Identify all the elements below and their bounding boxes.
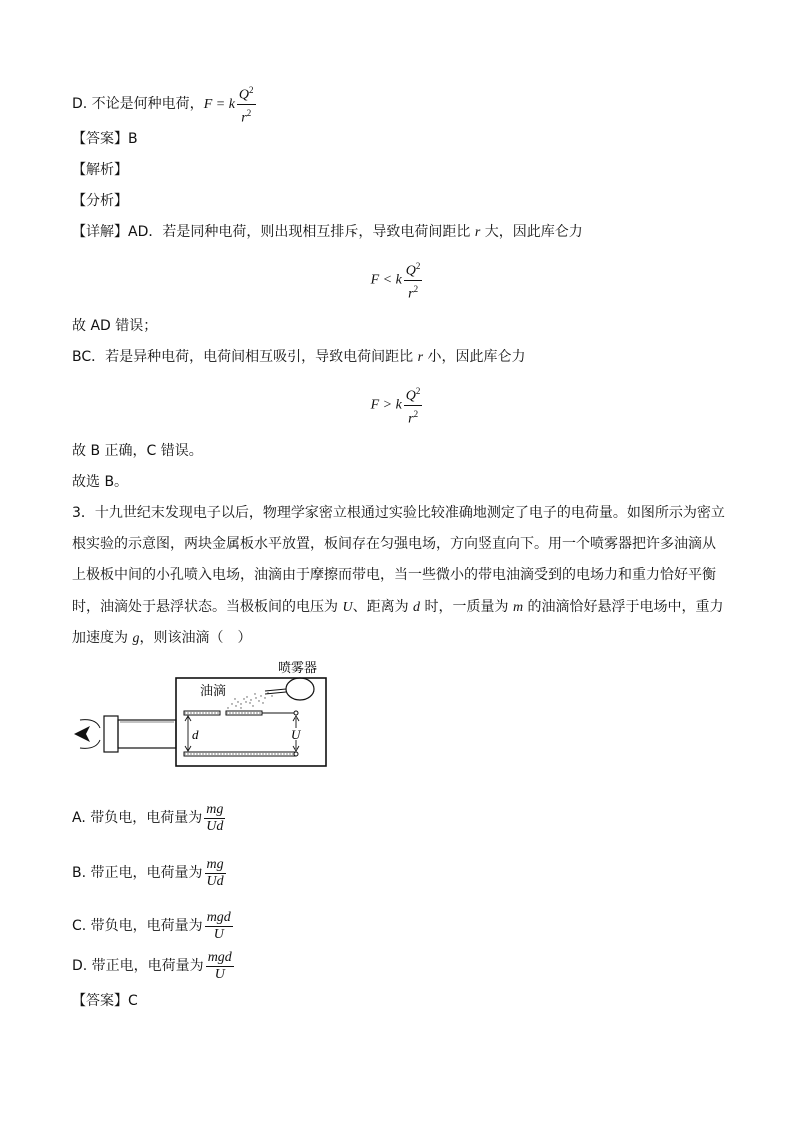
microscope-tube [118,720,176,748]
equation-less: F < k $\frac{Q^2}{r^2}$ [0,258,793,302]
microscope-eyepiece [104,716,118,752]
terminal-top [294,711,298,715]
formula-fraction: $\frac{Q^2}{r^2}$ [237,82,256,126]
ad-wrong: 故 AD 错误； [72,318,158,334]
option-c: C. 带负电，电荷量为 $\frac{\text{mgd}}{U}$ [72,909,231,942]
q3-line4: 时，油滴处于悬浮状态。当极板间的电压为 U、距离为 d 时，一质量为 m 的油滴恰好悬浮于电场中，重力 [72,599,724,615]
oil-mist [227,692,272,708]
oil-drop-label: 油滴 [200,684,227,699]
bc-line: BC．若是异种电荷，电荷间相互吸引，导致电荷间距比 r 小，因此库仑力 [72,349,526,365]
voltage-label: U [291,727,301,742]
q3-line1: 3．十九世纪末发现电子以后，物理学家密立根通过实验比较准确地测定了电子的电荷量。如图所示为密立 [72,505,725,521]
fenxi-label: 【分析】 [72,193,128,209]
sprayer-label: 喷雾器 [278,661,318,676]
prev-option-d: D. 不论是何种电荷，F = k $\frac{Q^2}{r^2}$ [72,82,256,126]
terminal-bottom [294,752,298,756]
q3-line3: 上极板中间的小孔喷入电场，油滴由于摩擦而带电，当一些微小的带电油滴受到的电场力和重力恰好平衡 [72,567,716,583]
answer-c: 【答案】C [72,993,138,1009]
millikan-diagram [60,658,340,774]
option-b: B. 带正电，电荷量为 $\frac{mg}{Ud}$ [72,856,224,889]
distance-label: d [192,727,199,742]
q3-line5: 加速度为 g，则该油滴（ ） [72,630,252,646]
b-correct: 故 B 正确，C 错误。 [72,443,203,459]
q3-line2: 根实验的示意图，两块金属板水平放置，板间存在匀强电场，方向竖直向下。用一个喷雾器把许多油滴从 [72,536,716,552]
chamber-box [176,678,326,766]
detail-line: 【详解】AD．若是同种电荷，则出现相互排斥，导致电荷间距比 r 大，因此库仑力 [72,224,583,240]
option-d: D. 带正电，电荷量为 $\frac{\text{mgd}}{U}$ [72,949,232,982]
option-a: A. 带负电，电荷量为 $\frac{mg}{Ud}$ [72,801,224,834]
analysis-label: 【解析】 [72,162,128,178]
choose-b: 故选 B。 [72,474,129,490]
sprayer-bulb [286,678,314,700]
answer-label: 【答案】B [72,131,138,147]
eye-icon [74,726,90,742]
equation-greater: F > k $\frac{Q^2}{r^2}$ [0,383,793,427]
